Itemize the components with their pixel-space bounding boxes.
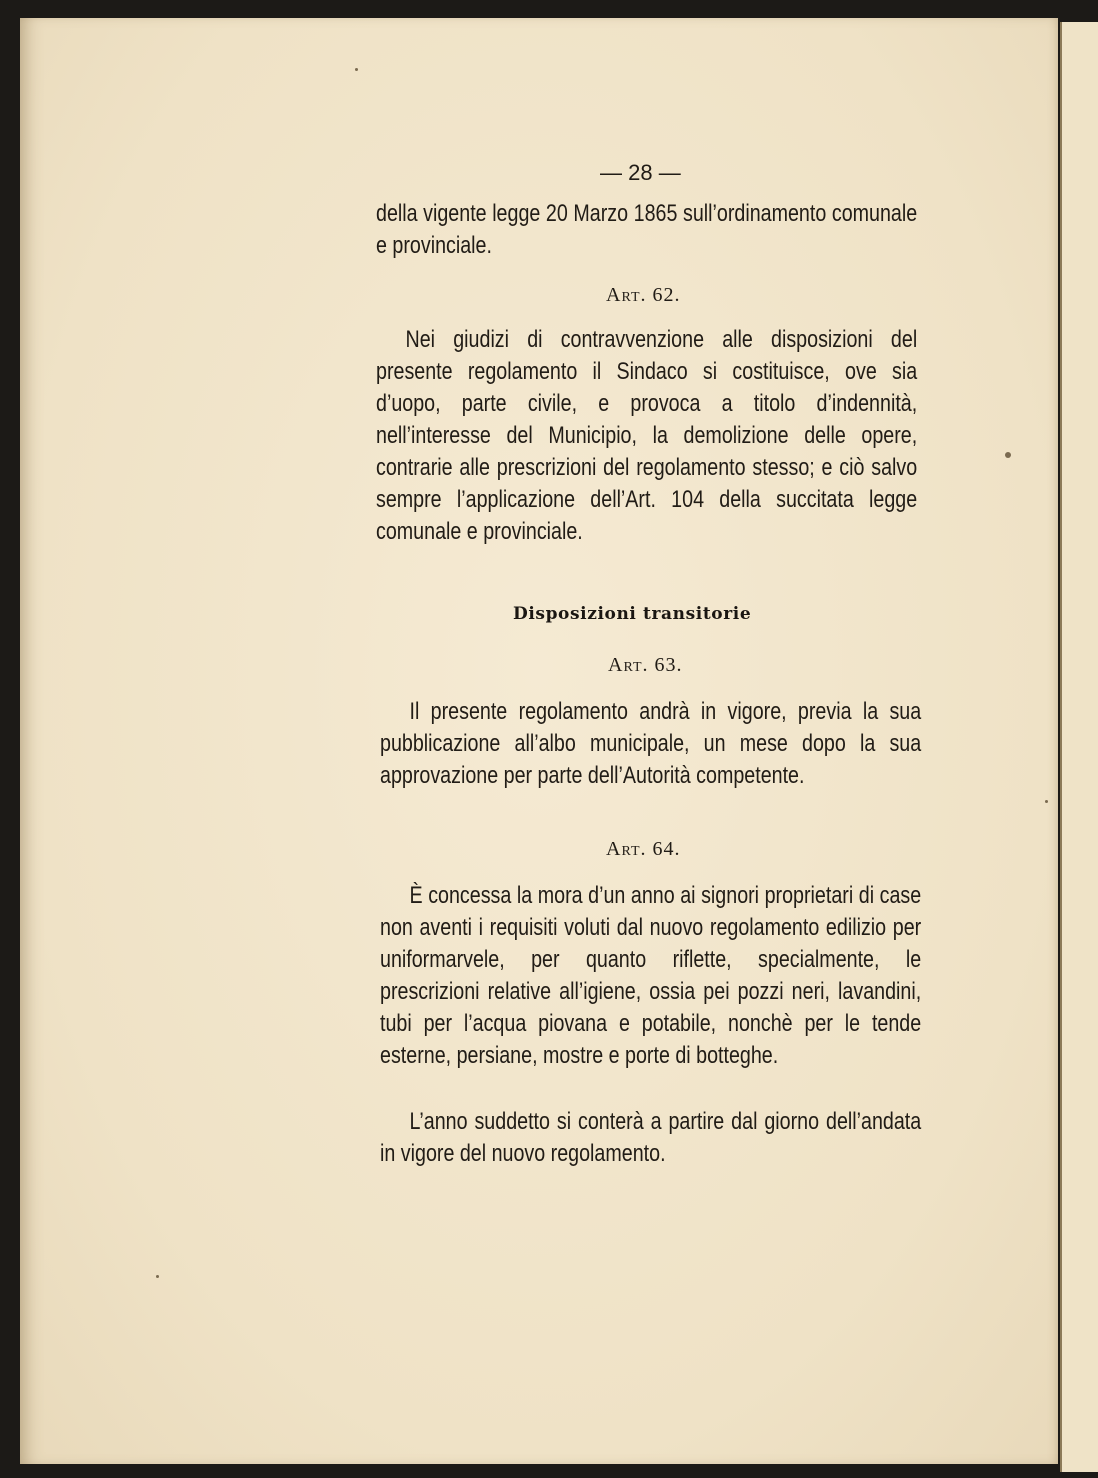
art-62-heading: Art. 62. (606, 284, 681, 306)
paper-speck (1045, 800, 1048, 803)
paper-speck (355, 68, 358, 71)
paper-speck (1005, 452, 1011, 458)
intro-paragraph: della vigente legge 20 Marzo 1865 sull’ordinamento comunale e provinciale. (376, 200, 918, 259)
art-63-text: Il presente regolamento andrà in vigore, previa la sua pubblicazione all’albo municipale, un mese dopo la sua approvazione per parte dell’Autorità competente. (380, 698, 922, 789)
adjacent-page-edge (1060, 22, 1098, 1472)
art-64-text-1: È concessa la mora d’un anno ai signori proprietari di case non aventi i requisiti voluti dal nuovo regolamento edilizio per uniformarvele, per quanto riflette, specialmente, le prescrizioni relative all’igiene, ossia pei pozzi neri, lavandini, tubi per l’acqua piovana e potabile, nonchè per le tende esterne, persiane, mostre e porte di botteghe. (380, 882, 922, 1069)
art-63-heading: Art. 63. (608, 654, 683, 676)
art-64-heading: Art. 64. (606, 838, 681, 860)
art-64-text-2: L’anno suddetto si conterà a partire dal giorno dell’andata in vigore del nuovo regolamento. (380, 1108, 922, 1167)
art-62-text: Nei giudizi di contravvenzione alle disposizioni del presente regolamento il Sindaco si costituisce, ove sia d’uopo, parte civile, e provoca a titolo d’indennità, nell’interesse del Municipio, la demolizione delle opere, contrarie alle prescrizioni del regolamento stesso; e ciò salvo sempre l’applicazione dell’Art. 104 della succitata legge comunale e provinciale. (376, 326, 918, 545)
section-title: Disposizioni transitorie (513, 604, 752, 624)
paper-speck (156, 1275, 159, 1278)
page-number: — 28 — (600, 160, 681, 185)
